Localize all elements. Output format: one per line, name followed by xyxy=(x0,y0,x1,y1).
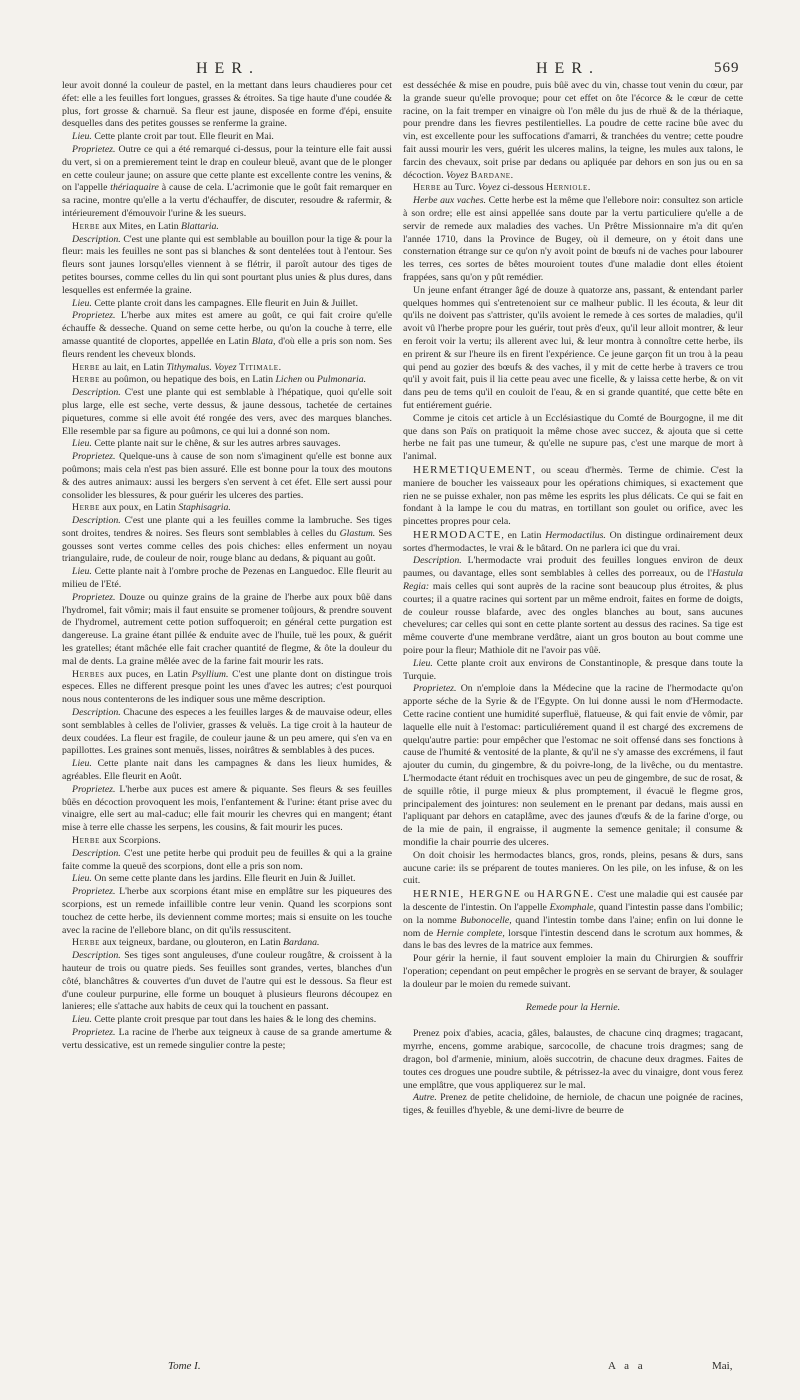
entry-headword: HERMODACTE xyxy=(413,528,502,541)
italic-text: Description. xyxy=(72,387,121,399)
small-caps-text: Herbe xyxy=(413,182,441,194)
italic-text: Description. xyxy=(413,555,462,567)
paragraph xyxy=(62,784,392,835)
text-run: Pour gérir la hernie, il faut souvent emploier la main du Chirurgien & souffrir l'operation; cependant on peut empêcher le progrès en se servant de brayer, & soulager la douleur par le moien du remede suivant. xyxy=(403,953,743,990)
text-run: La racine de l'herbe aux teigneux à cause de sa grande amertume & vertu dessicative, est un remede singulier contre la peste; xyxy=(62,1026,392,1051)
paragraph xyxy=(62,886,392,937)
italic-text: Lieu. xyxy=(72,758,92,770)
italic-text: Voyez xyxy=(445,169,469,181)
italic-text: Voyez xyxy=(477,182,501,194)
italic-text: Exomphale, xyxy=(549,902,597,913)
italic-text: Pulmonaria. xyxy=(316,374,367,386)
paragraph xyxy=(403,953,743,991)
small-caps-text: Titimale. xyxy=(239,361,282,373)
paragraph xyxy=(62,873,392,886)
text-run: aux poux, en Latin xyxy=(99,502,179,514)
italic-text: Lieu. xyxy=(72,297,92,309)
catchword: Mai, xyxy=(712,1360,733,1372)
right-text-column xyxy=(403,80,743,1118)
text-run: au lait, en Latin xyxy=(99,361,167,373)
text-run: aux Mites, en Latin xyxy=(99,220,182,232)
text-run: Quelque-uns à cause de son nom s'imaginent qu'elle est bonne aux poûmons; mais cela n'est pas bien assuré. Elle est bonne pour la toux des moutons & des autres animaux: aussi les bergers s'en servent à cet éfet. Elle sert aussi pour consolider les blessures, & pour guérir les ulceres des parties. xyxy=(62,451,392,501)
paragraph xyxy=(62,669,392,707)
paragraph xyxy=(403,683,743,849)
left-text-column xyxy=(62,80,392,1053)
italic-text: Lieu. xyxy=(72,566,92,578)
signature-mark: A a a xyxy=(608,1360,646,1372)
italic-text: Proprietez. xyxy=(72,783,116,795)
italic-text: Tithymalus. Voyez xyxy=(166,361,237,373)
italic-text: Psyllium. xyxy=(191,668,229,680)
text-run: Chacune des especes a les feuilles larges & de mauvaise odeur, elles sont semblables à celles de l'olivier, grasses & veluës. La tige croit à la hauteur de deux coudées. La fleur est fragile, de couleur jaune & un peu amere, qui s'en va en papillottes. Les graines sont menuës, lisses, noirâtres & semblables à des puces. xyxy=(62,707,392,757)
paragraph xyxy=(62,80,392,131)
italic-text: Lieu. xyxy=(72,438,92,450)
small-caps-text: Herbes xyxy=(72,668,105,680)
italic-text: Blata, xyxy=(251,335,276,347)
paragraph xyxy=(62,387,392,438)
text-run: C'est une maladie qui est causée par la descente de l'intestin. On l'appelle xyxy=(403,889,744,913)
text-run: à cause de cela. L'acrimonie que le goût fait remarquer en sa racine, montre qu'elle a la vertu d'échauffer, de discuter, resoudre & rafermir, & intérieurement d'émouvoir l'urine & les sueurs. xyxy=(62,182,392,219)
text-run: au poûmon, ou hepatique des bois, en Latin xyxy=(99,374,276,386)
paragraph xyxy=(403,1028,743,1092)
paragraph xyxy=(62,937,392,950)
paragraph xyxy=(62,438,392,451)
text-run: L'herbe aux mites est amere au goût, ce qui fait croire qu'elle échauffe & desseche. Quand on seme cette herbe, ou qu'on la couche à terre, elle amasse quantité de cloportes, appellée en Latin xyxy=(62,310,392,347)
paragraph xyxy=(62,298,392,311)
text-run: aux Scorpions. xyxy=(99,835,161,847)
text-run: L'herbe aux scorpions étant mise en emplâtre sur les piqueures des scorpions, est un remede infaillible contre leur venin. Quand les scorpions sont touchez de cette herbe, ils deviennent comme mortes; mais si ensuite on les touche avec la racine de l'ellebore blanc, on dit qu'ils ressuscitent. xyxy=(62,886,392,936)
small-caps-text: Herbe xyxy=(72,220,100,232)
section-heading xyxy=(403,1002,743,1015)
paragraph xyxy=(403,850,743,888)
running-head-right: HER. xyxy=(536,60,600,77)
paragraph xyxy=(62,221,392,234)
paragraph xyxy=(62,566,392,592)
text-run: C'est une plante qui est semblable au bouillon pour la tige & pour la fleur: mais les feuilles ne sont pas si blanches & sont dentelées tout à l'entour. Ses fleurs sont jaunes lorsqu'elles viennent à se flétrir, il paroît autour des tiges de petites bourses, comme celles du lin qui sont pourtant plus unies & plus dures, dans lesquelles est enfermée la graine. xyxy=(62,233,392,296)
paragraph xyxy=(62,848,392,874)
italic-text: Staphisagria. xyxy=(178,502,231,514)
text-run: ou xyxy=(521,889,538,901)
italic-text: Lieu. xyxy=(72,131,92,143)
italic-text: thériaquaire xyxy=(110,182,159,194)
text-run: Ses tiges sont anguleuses, d'une couleur rougâtre, & croissent à la hauteur de trois ou quatre pieds. Ses feuilles sont grandes, vertes, blanches d'un côté, blanchâtres & couvertes d'un duvet de l'autre qui est le dessous. Sa fleur est d'une couleur purpurine, elle forme un bouquet à plusieurs fleurons découpez en lanieres; elle s'attache aux habits de ceux qui la touchent en passant. xyxy=(62,950,392,1013)
text-run: quand l'intestin tombe dans l'aine; enfin on lui donne le nom de xyxy=(403,914,743,939)
text-run: C'est une plante qui a les feuilles comme la lambruche. Ses tiges sont droites, tendres & noires. Ses fleurs sont semblables à celles du xyxy=(62,515,392,539)
paragraph xyxy=(62,144,392,221)
small-caps-text: Herbe xyxy=(72,937,100,949)
text-run: est desséchée & mise en poudre, puis bûë avec du vin, chasse tout venin du cœur, par la grande sueur qu'elle provoque; pour cet effet on ôte l'écorce & le cœur de cette racine, on la fait tremper en vinaigre où l'on mêle du jus de rhuë & de la thériaque, pour prendre dans les fievres pestilentielles. La poudre de cette racine bûe avec du vin, est excellente pour les suffocations d'amarri, & tranchées du ventre; cette poudre fait aussi mourir les vers, guérit les ulceres malins, la teigne, les mules aux talons, le farcin des chevaux, soit prise par dedans ou apliquée par dehors en son jus ou en sa décoction. xyxy=(403,80,743,181)
text-run: Comme je citois cet article à un Ecclésiastique du Comté de Bourgogne, il me dit que dans son Païs on pratiquoit la même chose avec succez, & ajouta que si cette herbe ne fait pas une tumeur, & qu'elle ne supure pas, c'est une marque de mort à l'animal. xyxy=(403,412,743,463)
paragraph xyxy=(403,80,743,182)
text-run: mais celles qui sont auprès de la racine sont beaucoup plus étroites, & plus courtes; il a quatre racines qui sortent par un même endroit, faites en forme de doigts, de couleur rousse blafarde, avec des ongles blanches au bout, sans aucunes chevelures; car celles qui sont en cette plante sortent au dessus des racines. Sa tige est même couverte d'une membrane verdâtre, aiant un gros bouton au bout comme une poire pour la fleur; Mathiole dit ne l'avoir pas vûë. xyxy=(403,581,743,657)
text-run: , ou sceau d'hermès. Terme de chimie. C'est la maniere de boucher les vaisseaux pour les opérations chimiques, si exactement que rien ne se puisse exhaler, non pas même les esprits les plus délicats. Ce qui se fait en fondant à la lampe le cou du matras, en tortillant son goulet ou orifice, avec les pincettes propres pour cela. xyxy=(403,464,743,528)
paragraph xyxy=(62,310,392,361)
text-run: Cette plante nait dans les campagnes & dans les lieux humides, & agréables. Elle fleurit en Août. xyxy=(62,758,392,783)
paragraph xyxy=(62,1014,392,1027)
italic-text: Description. xyxy=(72,847,121,859)
italic-text: Lieu. xyxy=(72,873,92,885)
text-run: Cette plante croit presque par tout dans les haies & le long des chemins. xyxy=(91,1014,377,1026)
text-run: Prenez de petite chelidoine, de herniole, de chacun une poignée de racines, tiges, & feuilles d'hyeble, & une demi-livre de beurre de xyxy=(403,1092,743,1117)
italic-text: Proprietez. xyxy=(72,591,116,603)
italic-text: Proprietez. xyxy=(413,683,457,695)
volume-marker: Tome I. xyxy=(168,1360,201,1372)
text-run: Un jeune enfant étranger âgé de douze à quatorze ans, passant, & entendant parler quelques hommes qui s'entretenoient sur ce malheur public. Il les écouta, & leur dit qu'ils ne doivent pas s'attrister, qu'ils avoient le remede à ces sortes de maladies, qu'il avoit vû l'herbe propre pour les guérir, tout près d'eux, qu'il leur alloit montrer, & leur en feroit voir la vertu; ils allerent avec lui, & leur montra à connoître cette herbe, ils en prirent & sur l'heure ils en firent l'expérience. Ce jeune garçon fit un trou à la peau qui pend au gozier des bœufs & des vaches, il y mit de cette herbe à travers ce trou qu'il y avoit fait, puis il lia cette peau avec une ficelle, & y laissa cette herbe, & on vit dans peu de tems qu'il en couloit de l'eau, & en si grande quantité, que cette bête en fut entiérement guérie. xyxy=(403,284,743,411)
text-run: C'est une petite herbe qui produit peu de feuilles & qui a la graine faite comme la queuë des scorpions, dont elle a pris son nom. xyxy=(62,847,392,872)
paragraph xyxy=(403,1092,743,1118)
paragraph xyxy=(62,758,392,784)
italic-text: Bubonocelle, xyxy=(460,914,512,926)
text-run: Cette plante nait sur le chêne, & sur les autres arbres sauvages. xyxy=(91,438,341,450)
small-caps-text: Herbe xyxy=(72,361,100,373)
small-caps-text: Herbe xyxy=(72,502,100,514)
paragraph xyxy=(62,515,392,566)
text-run: On seme cette plante dans les jardins. Elle fleurit en Juin & Juillet. xyxy=(91,873,356,885)
text-run: ou xyxy=(302,374,317,386)
small-caps-text: Herbe xyxy=(72,374,100,386)
text-run: d'où elle a pris son nom. Ses fleurs rendent les cheveux blonds. xyxy=(62,335,392,360)
italic-text: Hastula Regia: xyxy=(403,568,743,593)
paragraph xyxy=(62,451,392,502)
paragraph xyxy=(403,285,743,413)
text-run: Prenez poix d'abies, acacia, gâles, balaustes, de chacune cinq dragmes; tragacant, myrrhe, encens, gomme arabique, sarcocolle, de chacune trois dragmes; sang de dragon, bol d'armenie, minium, aloës succotrin, de chacune deux dragmes. Faites de toutes ces drogues une poudre subtile, & pétrissez-la avec du vinaigre, dont vous ferez une emplâtre, que vous appliquerez sur le mal. xyxy=(403,1028,743,1091)
running-head-left: HER. xyxy=(196,60,260,77)
paragraph xyxy=(403,182,743,195)
paragraph xyxy=(403,413,743,464)
italic-text: Herbe aux vaches. xyxy=(413,195,486,207)
text-run: L'hermodacte vrai produit des feuilles longues environ de deux paumes, ou davantage, elles sont semblables à celles des porreaux, ou de l' xyxy=(403,555,743,580)
paragraph xyxy=(62,592,392,669)
italic-text: Proprietez. xyxy=(72,143,116,155)
paragraph xyxy=(62,1027,392,1053)
italic-text: Hermodactilus. xyxy=(545,529,606,541)
paragraph xyxy=(403,555,743,657)
text-run: lorsque l'intestin descend dans le scrotum aux hommes, & dans le bas des levres de la matrice aux femmes. xyxy=(403,927,744,952)
text-run: On doit choisir les hermodactes blancs, gros, ronds, pleins, pesans & durs, sans aucune carie: ils se préparent de toutes manieres. On les pile, on les infuse, & on les cuit. xyxy=(403,849,743,887)
paragraph xyxy=(403,658,743,684)
paragraph xyxy=(403,888,743,953)
text-run: Ses gousses sont vertes comme celles des pois chiches: elles enferment un noyau triangulaire, rude, de couleur de noir, rouge blanc au dedans, & piquant au goût. xyxy=(62,527,392,565)
text-run: On n'emploie dans la Médecine que la racine de l'hermodacte qu'on apporte séche de la Syrie & de l'Egypte. On lui donne aussi le nom d'Hermodacte. Cette racine contient une humidité superfluë, flatueuse, & qui fait envie de vômir, par laquelle elle nuit à l'estomac: particuliérement quand il est chargé des excremens de quelqu'autre partie: pour empêcher que l'estomac ne soit offensé dans ses fonctions à cause de l'humité & ventosité de la plante, & qu'il ne s'y amasse des excrémens, il faut ajouter du cumin, du gingembre, & du poivre-long, de la livêche, ou du mentastre. L'hermodacte étant réduit en trochisques avec un peu de gingembre, de suc de rosat, & de squille rôtie, il purge mieux & plus promptement, il évacuë le flegme gros, principalement des jointures: non seulement en le prenant par dedans, mais aussi en l'apliquant par dehors en cataplâme, avec des jaunes d'œufs & de la farine d'orge, ou de la mie de pain, il engraisse, il augmente la semence genitale; il consume & mondifie la chair pourrie des ulceres. xyxy=(403,683,743,849)
text-run: L'herbe aux puces est amere & piquante. Ses fleurs & ses feuilles bûës en décoction provoquent les mois, l'enfantement & l'urine: étant prise avec du vinaigre, elle sert au mal-caduc; elle fait mourir les chevres qui en mangent; étant mise à terre elle chasse les serpens, les cousins, & fait mourir les puces. xyxy=(62,783,392,834)
italic-text: Autre. xyxy=(413,1092,437,1104)
entry-headword: HARGNE. xyxy=(537,888,595,901)
paragraph xyxy=(403,195,743,285)
text-run: aux puces, en Latin xyxy=(104,668,192,680)
page-number: 569 xyxy=(714,60,740,76)
paragraph xyxy=(403,529,743,556)
text-run: Cette herbe est la même que l'ellebore noir: consultez son article à son ordre; elle est ainsi appellée sans doute par la vertu particuliere qu'elle a de servir de remede aux maladies des vaches. Un Prêtre Missionnaire m'a dit qu'en l'année 1710, dans la Province de Bugey, où il demeure, on y étoit dans une consternation étrange sur ce qu'on n'y avoit point de bœufs ni de vaches pour labourer les terres, ces sortes de bêtes mouroient toutes d'une maladie dont elles étoient frappées, sans qu'on y pût remédier. xyxy=(403,195,743,283)
paragraph xyxy=(62,707,392,758)
italic-text: Proprietez. xyxy=(72,451,116,463)
text-run: quand l'intestin passe dans l'ombilic; on la nomme xyxy=(403,902,744,926)
paragraph xyxy=(62,234,392,298)
text-run: On distingue ordinairement deux sortes d'hermodactes, le vrai & le bâtard. On ne parlera ici que du vrai. xyxy=(403,529,743,554)
text-run: Outre ce qui a été remarqué ci-dessus, pour la teinture elle fait aussi du vert, si on a premierement teint le drap en couleur bleuë, avant que de le plonger en cette couleur jaune; on assure que cette plante est excellente contre les venins, & on l'appelle xyxy=(62,143,392,194)
text-run: leur avoit donné la couleur de pastel, en la mettant dans leurs chaudieres pour cet éfet: elle a les feuilles fort longues, grasses & étroites. Sa tige haute d'une coudée & plus, fort grosse & charnuë. Sa fleur est jaune, disposée en forme d'épi, ensuite desquelles dans des petites gousses se renferme la graine. xyxy=(62,80,392,130)
italic-text: Lichen xyxy=(275,374,303,386)
italic-text: Proprietez. xyxy=(72,886,116,898)
small-caps-text: Herniole. xyxy=(546,182,591,194)
text-run: C'est une plante qui est semblable à l'hépatique, quoi qu'elle soit plus large, elle est seche, verte dessus, & jaune dessous, tachetée de certaines piquetures, comme si elle avoit été rongée des vers, avec des marques blanches. Elle resemble par sa figure au poûmons, ce qui lui a donné son nom. xyxy=(62,387,392,437)
small-caps-text: Herbe xyxy=(72,835,100,847)
text-run: Cette plante nait à l'ombre proche de Pezenas en Languedoc. Elle fleurit au milieu de l'Eté. xyxy=(62,566,392,591)
italic-text: Description. xyxy=(72,233,121,245)
paragraph xyxy=(403,464,743,529)
italic-text: Lieu. xyxy=(72,1014,92,1026)
paragraph xyxy=(62,362,392,375)
italic-text: Bardana. xyxy=(283,937,320,949)
italic-text: Description. xyxy=(72,950,121,962)
italic-text: Proprietez. xyxy=(72,310,116,322)
paragraph xyxy=(62,131,392,144)
text-run: au Turc. xyxy=(440,182,478,194)
text-run: ci-dessous xyxy=(500,182,547,194)
italic-text: Blattaria. xyxy=(181,220,219,232)
paragraph xyxy=(62,374,392,387)
italic-text: Lieu. xyxy=(413,657,433,669)
paragraph xyxy=(62,950,392,1014)
entry-headword: HERMETIQUEMENT xyxy=(413,463,533,476)
italic-text: Description. xyxy=(72,707,121,719)
italic-text: Proprietez. xyxy=(72,1026,116,1038)
text-run: Douze ou quinze grains de la graine de l'herbe aux poux bûë dans l'hydromel, fait vômir; mais il faut ensuite se promener toûjours, & prendre souvent de l'hydromel, autrement cette potion suffoqueroit; en général cette purgation est dangereuse. La graine étant pillée & enduite avec de l'huile, tuë les poux, & guérit les gratelles; étant mâchée elle fait cracher quantité de flegme, & ôte la douleur du mal de dents. La graine mêlée avec de la farine fait mourir les rats. xyxy=(62,591,392,667)
paragraph xyxy=(62,502,392,515)
text-run: Cette plante croit dans les campagnes. Elle fleurit en Juin & Juillet. xyxy=(91,297,358,309)
italic-text: Glastum. xyxy=(339,527,376,539)
text-run: , en Latin xyxy=(501,529,546,541)
entry-headword: HERNIE, HERGNE xyxy=(413,888,521,901)
italic-text: Description. xyxy=(72,515,121,527)
text-run: Cette plante croit aux environs de Constantinople, & presque dans toute la Turquie. xyxy=(403,657,743,682)
small-caps-text: Bardane. xyxy=(470,169,514,181)
italic-text: Hernie complete, xyxy=(436,927,505,939)
text-run: aux teigneux, bardane, ou glouteron, en Latin xyxy=(99,937,284,949)
italic-text: Remede pour la Hernie. xyxy=(525,1001,621,1013)
text-run: Cette plante croit par tout. Elle fleurit en Mai. xyxy=(91,131,274,143)
text-run: C'est une plante dont on distingue trois especes. Elles ne different presque point les unes d'avec les autres; c'est pourquoi nous nous contenterons de les indiquer sous une même description. xyxy=(62,668,392,706)
paragraph xyxy=(62,835,392,848)
